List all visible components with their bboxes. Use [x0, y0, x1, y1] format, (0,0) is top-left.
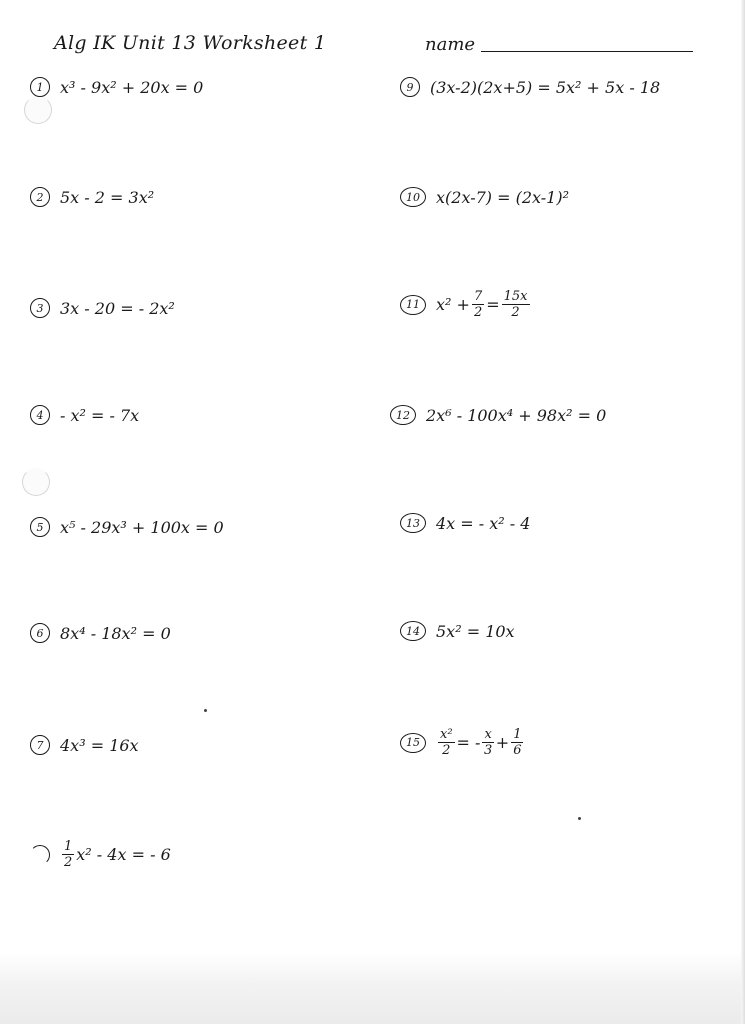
problem-15 [400, 728, 525, 757]
page-edge [741, 0, 745, 1024]
problem-number [30, 845, 50, 865]
equation-part: x² + [436, 295, 470, 314]
fraction: $\frac{\text{x²}}{2}$ [440, 727, 453, 758]
stray-mark [578, 817, 581, 820]
equation: x(2x-7) = (2x-1)² [436, 187, 569, 207]
problem-7 [30, 735, 139, 755]
problem-number: 9 [400, 77, 420, 97]
name-field [425, 34, 693, 55]
equation: 5x - 2 = 3x² [60, 187, 155, 207]
equation: (3x-2)(2x+5) = 5x² + 5x - 18 [430, 77, 661, 97]
equation-part: = - [456, 733, 481, 752]
problem-number: 14 [400, 621, 426, 641]
problem-5 [30, 517, 224, 537]
fraction: $\frac{7}{2}$ [473, 289, 483, 320]
problem-6 [30, 623, 171, 643]
problem-number: 15 [400, 733, 426, 753]
fraction: $\frac{1}{6}$ [513, 727, 522, 758]
problem-number: 7 [30, 735, 50, 755]
problem-number: 10 [400, 187, 426, 207]
worksheet-title: Alg IK Unit 13 Worksheet 1 [54, 32, 327, 54]
problem-number: 11 [400, 295, 426, 315]
problem-number: 4 [30, 405, 50, 425]
equation: x⁵ - 29x³ + 100x = 0 [60, 517, 224, 537]
equation: 4x = - x² - 4 [436, 513, 531, 533]
name-label: name [425, 34, 476, 55]
problem-4 [30, 405, 139, 425]
fraction: $\frac{15x}{2}$ [503, 289, 528, 320]
stray-mark [204, 709, 207, 712]
problem-11 [400, 290, 532, 319]
fraction: $\frac{x}{3}$ [483, 727, 493, 758]
problem-number: 1 [30, 77, 50, 97]
problem-number: 3 [30, 298, 50, 318]
problem-13 [400, 513, 530, 533]
problem-number: 2 [30, 187, 50, 207]
problem-10 [400, 187, 569, 207]
equation: - x² = - 7x [60, 405, 140, 425]
problem-9 [400, 77, 660, 97]
equation-part: + [495, 733, 510, 752]
problem-1 [30, 77, 203, 97]
punch-hole-top [24, 96, 52, 124]
problem-number: 12 [390, 405, 416, 425]
problem-number: 6 [30, 623, 50, 643]
problem-8 [30, 840, 171, 869]
problem-2 [30, 187, 154, 207]
problem-number: 13 [400, 513, 426, 533]
problem-12 [390, 405, 606, 425]
problem-number: 5 [30, 517, 50, 537]
problem-14 [400, 621, 515, 641]
equation-part: = [486, 295, 500, 314]
equation: x² - 4x = - 6 [76, 845, 171, 864]
equation: 3x - 20 = - 2x² [60, 298, 175, 318]
fraction: $\frac{1}{2}$ [64, 839, 73, 870]
punch-hole-middle [22, 468, 50, 496]
equation: 4x³ = 16x [60, 735, 139, 755]
problem-3 [30, 298, 175, 318]
equation: 2x⁶ - 100x⁴ + 98x² = 0 [426, 405, 607, 425]
equation: 8x⁴ - 18x² = 0 [60, 623, 171, 643]
equation: 5x² = 10x [436, 621, 515, 641]
equation: x³ - 9x² + 20x = 0 [60, 77, 204, 97]
name-blank-line [481, 37, 693, 52]
